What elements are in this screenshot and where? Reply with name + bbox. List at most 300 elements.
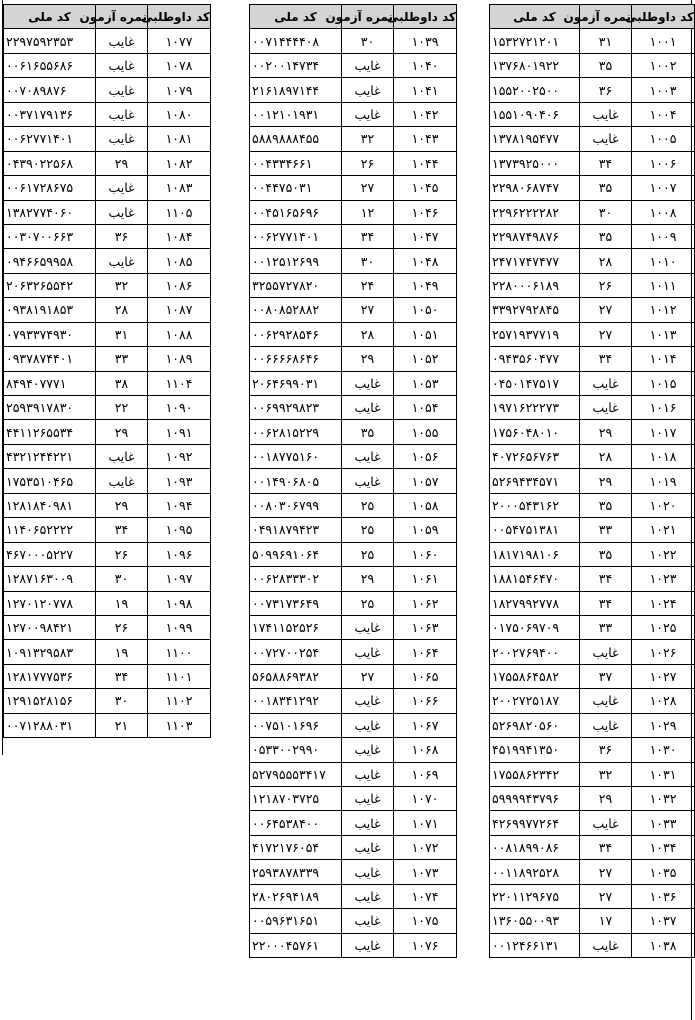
table-row xyxy=(4,542,211,566)
header-national-id: کد ملی xyxy=(250,5,342,29)
candidate-code-cell: ۱۱۰۴ xyxy=(148,371,211,395)
candidate-code-cell: ۱۰۱۳ xyxy=(632,322,695,346)
candidate-code-cell: ۱۰۴۴ xyxy=(394,151,457,175)
national-id-cell: ۱۸۸۱۵۴۶۴۷۰ xyxy=(490,567,580,591)
national-id-cell: ۳۲۵۵۷۲۷۸۲۰ xyxy=(250,273,342,297)
national-id-cell: ۵۲۶۹۸۲۰۵۶۰ xyxy=(490,713,580,737)
national-id-cell: ۲۰۰۰۵۴۳۱۶۲ xyxy=(490,493,580,517)
exam-score-cell: ۲۹ xyxy=(580,787,632,811)
candidate-code-cell: ۱۰۴۷ xyxy=(394,224,457,248)
national-id-cell: ۰۰۶۲۷۷۱۴۰۱ xyxy=(250,224,342,248)
table-row xyxy=(490,860,695,884)
candidate-code-cell: ۱۰۷۹ xyxy=(148,78,211,102)
table-row xyxy=(4,347,211,371)
candidate-code-cell: ۱۰۲۰ xyxy=(632,493,695,517)
header-candidate-code: کد داوطلبی xyxy=(394,5,457,29)
candidate-code-cell: ۱۰۰۹ xyxy=(632,224,695,248)
header-candidate-code: کد داوطلبی xyxy=(148,5,211,29)
table-row xyxy=(4,371,211,395)
national-id-cell: ۰۴۳۹۰۲۲۵۶۸ xyxy=(4,151,96,175)
exam-score-cell: ۳۴ xyxy=(580,151,632,175)
table-row xyxy=(490,615,695,639)
national-id-cell: ۲۰۶۴۶۹۹۰۳۱ xyxy=(250,371,342,395)
national-id-cell: ۲۵۹۳۸۷۸۳۳۹ xyxy=(250,860,342,884)
candidate-code-cell: ۱۰۱۵ xyxy=(632,371,695,395)
table-row xyxy=(250,78,457,102)
exam-score-cell: ۲۹ xyxy=(96,151,148,175)
exam-score-cell: ۲۹ xyxy=(96,493,148,517)
candidate-code-cell: ۱۰۶۹ xyxy=(394,762,457,786)
table-row xyxy=(490,713,695,737)
exam-score-cell: غایب xyxy=(96,29,148,53)
table-row xyxy=(490,151,695,175)
table-row xyxy=(250,200,457,224)
exam-score-cell: ۲۸ xyxy=(580,249,632,273)
exam-score-cell: ۲۹ xyxy=(342,347,394,371)
national-id-cell: ۵۹۹۹۹۴۳۷۹۶ xyxy=(490,787,580,811)
national-id-cell: ۰۰۷۵۱۰۱۶۹۶ xyxy=(250,713,342,737)
table-row xyxy=(250,176,457,200)
candidate-code-cell: ۱۰۷۲ xyxy=(394,835,457,859)
exam-score-cell: ۱۷ xyxy=(580,909,632,933)
table-row xyxy=(4,322,211,346)
candidate-code-cell: ۱۰۲۷ xyxy=(632,664,695,688)
national-id-cell: ۰۰۶۲۷۷۱۴۰۱ xyxy=(4,127,96,151)
table-row xyxy=(490,396,695,420)
candidate-code-cell: ۱۰۴۳ xyxy=(394,127,457,151)
table-row xyxy=(250,567,457,591)
candidate-code-cell: ۱۰۶۶ xyxy=(394,689,457,713)
national-id-cell: ۰۰۴۳۳۴۶۶۱ xyxy=(250,151,342,175)
table-row xyxy=(490,640,695,664)
candidate-code-cell: ۱۰۶۵ xyxy=(394,664,457,688)
candidate-code-cell: ۱۰۹۹ xyxy=(148,615,211,639)
candidate-code-cell: ۱۰۳۶ xyxy=(632,884,695,908)
header-row xyxy=(490,5,695,29)
table-row xyxy=(250,860,457,884)
exam-score-cell: غایب xyxy=(580,371,632,395)
candidate-code-cell: ۱۰۲۴ xyxy=(632,591,695,615)
national-id-cell: ۱۲۸۱۸۴۰۹۸۱ xyxy=(4,493,96,517)
candidate-code-cell: ۱۰۸۵ xyxy=(148,249,211,273)
candidate-code-cell: ۱۰۰۵ xyxy=(632,127,695,151)
national-id-cell: ۰۰۱۲۴۶۶۱۳۱ xyxy=(490,933,580,957)
table-row xyxy=(490,444,695,468)
exam-score-cell: غایب xyxy=(342,860,394,884)
table-row xyxy=(4,689,211,713)
table-row xyxy=(250,273,457,297)
table-row xyxy=(250,664,457,688)
table-row xyxy=(4,127,211,151)
table-row xyxy=(4,298,211,322)
header-row xyxy=(250,5,457,29)
exam-score-cell: غایب xyxy=(342,884,394,908)
national-id-cell: ۲۲۹۸۷۴۹۸۷۶ xyxy=(490,224,580,248)
national-id-cell: ۰۰۶۲۸۱۵۲۲۹ xyxy=(250,420,342,444)
table-row xyxy=(250,787,457,811)
table-row xyxy=(490,273,695,297)
national-id-cell: ۰۰۱۸۳۴۱۲۹۲ xyxy=(250,689,342,713)
candidate-code-cell: ۱۰۱۷ xyxy=(632,420,695,444)
candidate-code-cell: ۱۰۲۳ xyxy=(632,567,695,591)
national-id-cell: ۰۰۸۰۳۰۶۷۹۹ xyxy=(250,493,342,517)
candidate-code-cell: ۱۰۰۴ xyxy=(632,102,695,126)
table-row xyxy=(250,396,457,420)
table-row xyxy=(4,78,211,102)
table-row xyxy=(490,542,695,566)
national-id-cell: ۴۲۶۹۹۷۷۲۶۴ xyxy=(490,811,580,835)
national-id-cell: ۰۰۱۲۱۰۱۹۳۱ xyxy=(250,102,342,126)
table-row xyxy=(490,787,695,811)
national-id-cell: ۳۳۹۲۷۹۲۸۴۵ xyxy=(490,298,580,322)
candidate-code-cell: ۱۰۷۰ xyxy=(394,787,457,811)
exam-score-cell: ۳۸ xyxy=(96,371,148,395)
exam-score-cell: غایب xyxy=(342,78,394,102)
exam-score-cell: ۱۹ xyxy=(96,591,148,615)
candidate-code-cell: ۱۰۵۸ xyxy=(394,493,457,517)
national-id-cell: ۰۷۹۳۳۷۴۹۳۰ xyxy=(4,322,96,346)
table-row xyxy=(490,884,695,908)
candidate-code-cell: ۱۰۰۲ xyxy=(632,53,695,77)
national-id-cell: ۴۵۱۹۹۴۱۳۵۰ xyxy=(490,738,580,762)
table-row xyxy=(490,738,695,762)
national-id-cell: ۰۹۳۸۱۹۱۸۵۳ xyxy=(4,298,96,322)
exam-score-cell: غایب xyxy=(580,811,632,835)
candidate-code-cell: ۱۱۰۰ xyxy=(148,640,211,664)
exam-score-cell: ۲۶ xyxy=(96,615,148,639)
national-id-cell: ۰۹۴۳۵۶۰۴۷۷ xyxy=(490,347,580,371)
candidate-code-cell: ۱۰۹۳ xyxy=(148,469,211,493)
exam-score-cell: غایب xyxy=(96,127,148,151)
exam-score-cell: ۲۷ xyxy=(580,860,632,884)
national-id-cell: ۲۲۹۷۵۹۲۳۵۳ xyxy=(4,29,96,53)
table-row xyxy=(250,224,457,248)
candidate-code-cell: ۱۰۴۱ xyxy=(394,78,457,102)
national-id-cell: ۰۰۱۴۹۰۶۸۰۵ xyxy=(250,469,342,493)
candidate-code-cell: ۱۰۸۹ xyxy=(148,347,211,371)
exam-score-cell: غایب xyxy=(342,738,394,762)
exam-score-cell: ۳۵ xyxy=(580,542,632,566)
table-row xyxy=(250,542,457,566)
candidate-code-cell: ۱۰۹۴ xyxy=(148,493,211,517)
national-id-cell: ۵۰۹۹۶۹۱۰۶۴ xyxy=(250,542,342,566)
exam-score-cell: غایب xyxy=(96,249,148,273)
national-id-cell: ۴۱۷۲۱۷۶۰۵۴ xyxy=(250,835,342,859)
exam-score-cell: ۲۵ xyxy=(342,591,394,615)
table-row xyxy=(250,689,457,713)
exam-score-cell: ۳۰ xyxy=(342,249,394,273)
exam-score-cell: ۲۲ xyxy=(96,396,148,420)
exam-score-cell: غایب xyxy=(342,811,394,835)
exam-score-cell: ۳۲ xyxy=(96,273,148,297)
table-row xyxy=(4,102,211,126)
candidate-code-cell: ۱۰۹۷ xyxy=(148,567,211,591)
national-id-cell: ۱۲۸۷۱۶۳۰۰۹ xyxy=(4,567,96,591)
exam-score-cell: ۳۷ xyxy=(580,664,632,688)
table-row xyxy=(490,176,695,200)
candidate-code-cell: ۱۱۰۵ xyxy=(148,200,211,224)
national-id-cell: ۱۲۷۰۰۹۸۴۲۱ xyxy=(4,615,96,639)
exam-score-cell: غایب xyxy=(342,909,394,933)
national-id-cell: ۰۵۳۳۰۰۲۹۹۰ xyxy=(250,738,342,762)
table-row xyxy=(490,78,695,102)
table-row xyxy=(490,298,695,322)
table-row xyxy=(490,909,695,933)
table-row xyxy=(490,53,695,77)
national-id-cell: ۴۴۱۱۲۶۵۵۳۴ xyxy=(4,420,96,444)
exam-score-cell: غایب xyxy=(342,787,394,811)
national-id-cell: ۰۰۳۰۷۰۰۶۶۳ xyxy=(4,224,96,248)
candidate-code-cell: ۱۰۷۳ xyxy=(394,860,457,884)
national-id-cell: ۰۰۶۱۷۲۸۶۷۵ xyxy=(4,176,96,200)
national-id-cell: ۱۷۵۵۸۶۴۵۸۲ xyxy=(490,664,580,688)
national-id-cell: ۰۰۷۳۱۷۳۶۴۹ xyxy=(250,591,342,615)
national-id-cell: ۰۰۶۹۹۲۹۸۲۳ xyxy=(250,396,342,420)
national-id-cell: ۸۴۹۴۰۷۷۷۱ xyxy=(4,371,96,395)
exam-score-cell: غایب xyxy=(580,102,632,126)
national-id-cell: ۲۴۷۱۷۴۷۴۷۷ xyxy=(490,249,580,273)
candidate-code-cell: ۱۰۷۸ xyxy=(148,53,211,77)
candidate-code-cell: ۱۰۰۶ xyxy=(632,151,695,175)
table-row xyxy=(490,420,695,444)
candidate-code-cell: ۱۰۳۸ xyxy=(632,933,695,957)
exam-score-cell: ۲۵ xyxy=(342,493,394,517)
exam-score-cell: ۲۷ xyxy=(580,322,632,346)
candidate-code-cell: ۱۰۱۸ xyxy=(632,444,695,468)
national-id-cell: ۲۰۰۲۷۶۹۴۰۰ xyxy=(490,640,580,664)
exam-score-cell: غایب xyxy=(342,689,394,713)
national-id-cell: ۱۳۶۰۵۵۰۰۹۳ xyxy=(490,909,580,933)
exam-score-cell: ۲۸ xyxy=(580,444,632,468)
national-id-cell: ۱۹۷۱۶۲۲۲۷۳ xyxy=(490,396,580,420)
exam-score-cell: ۳۰ xyxy=(96,689,148,713)
candidate-code-cell: ۱۰۸۰ xyxy=(148,102,211,126)
national-id-cell: ۵۸۸۹۸۸۸۴۵۵ xyxy=(250,127,342,151)
candidate-code-cell: ۱۰۱۰ xyxy=(632,249,695,273)
table-row xyxy=(4,518,211,542)
table-row xyxy=(4,493,211,517)
table-row xyxy=(250,518,457,542)
national-id-cell: ۲۲۹۶۲۲۲۲۸۲ xyxy=(490,200,580,224)
exam-score-cell: غایب xyxy=(342,713,394,737)
table-row xyxy=(250,713,457,737)
exam-score-cell: غایب xyxy=(96,176,148,200)
national-id-cell: ۰۰۷۲۷۰۰۲۵۴ xyxy=(250,640,342,664)
candidate-code-cell: ۱۰۳۱ xyxy=(632,762,695,786)
table-row xyxy=(250,53,457,77)
table-row xyxy=(4,469,211,493)
national-id-cell: ۴۶۷۰۰۰۵۲۲۷ xyxy=(4,542,96,566)
exam-score-cell: غایب xyxy=(96,444,148,468)
national-id-cell: ۱۲۹۱۵۲۸۱۵۶ xyxy=(4,689,96,713)
exam-score-cell: ۲۴ xyxy=(342,273,394,297)
candidate-code-cell: ۱۰۷۶ xyxy=(394,933,457,957)
national-id-cell: ۴۰۷۲۶۵۶۷۶۳ xyxy=(490,444,580,468)
exam-score-cell: ۲۶ xyxy=(96,542,148,566)
national-id-cell: ۰۰۴۴۷۵۰۳۱ xyxy=(250,176,342,200)
exam-score-cell: ۳۴ xyxy=(96,664,148,688)
national-id-cell: ۰۰۱۱۸۹۲۵۲۸ xyxy=(490,860,580,884)
table-row xyxy=(250,835,457,859)
national-id-cell: ۲۰۶۳۲۶۵۵۴۲ xyxy=(4,273,96,297)
exam-score-cell: ۲۶ xyxy=(580,273,632,297)
national-id-cell: ۱۵۳۲۷۲۱۲۰۱ xyxy=(490,29,580,53)
table-row xyxy=(250,151,457,175)
exam-score-cell: ۲۹ xyxy=(96,420,148,444)
table-row xyxy=(490,518,695,542)
exam-score-cell: غایب xyxy=(342,615,394,639)
table-row xyxy=(250,591,457,615)
exam-score-cell: ۳۴ xyxy=(580,835,632,859)
candidate-code-cell: ۱۰۸۶ xyxy=(148,273,211,297)
table-row xyxy=(490,127,695,151)
exam-score-cell: غایب xyxy=(342,933,394,957)
header-national-id: کد ملی xyxy=(490,5,580,29)
candidate-code-cell: ۱۰۳۰ xyxy=(632,738,695,762)
national-id-cell: ۵۶۵۸۸۶۹۳۸۲ xyxy=(250,664,342,688)
candidate-code-cell: ۱۰۵۲ xyxy=(394,347,457,371)
exam-score-cell: ۳۴ xyxy=(342,224,394,248)
header-exam-score: نمره آزمون xyxy=(342,5,394,29)
national-id-cell: ۰۹۳۷۸۷۴۴۰۱ xyxy=(4,347,96,371)
exam-score-cell: ۳۴ xyxy=(580,567,632,591)
candidate-code-cell: ۱۰۳۴ xyxy=(632,835,695,859)
table-row xyxy=(490,224,695,248)
exam-score-cell: ۲۹ xyxy=(580,469,632,493)
table-row xyxy=(250,762,457,786)
exam-score-cell: ۳۶ xyxy=(580,738,632,762)
exam-score-cell: ۳۱ xyxy=(96,322,148,346)
candidate-code-cell: ۱۰۰۳ xyxy=(632,78,695,102)
header-exam-score: نمره آزمون xyxy=(580,5,632,29)
national-id-cell: ۱۸۲۷۹۹۲۷۷۸ xyxy=(490,591,580,615)
national-id-cell: ۰۰۶۲۸۳۳۳۰۲ xyxy=(250,567,342,591)
candidate-code-cell: ۱۰۵۰ xyxy=(394,298,457,322)
exam-score-cell: ۳۰ xyxy=(96,567,148,591)
results-table xyxy=(3,4,211,738)
national-id-cell: ۱۷۵۳۵۱۰۴۶۵ xyxy=(4,469,96,493)
table-row xyxy=(4,29,211,53)
exam-score-cell: ۳۴ xyxy=(580,591,632,615)
candidate-code-cell: ۱۰۳۷ xyxy=(632,909,695,933)
table-row xyxy=(250,127,457,151)
candidate-code-cell: ۱۰۶۷ xyxy=(394,713,457,737)
national-id-cell: ۱۵۵۱۰۹۰۴۰۶ xyxy=(490,102,580,126)
candidate-code-cell: ۱۰۱۹ xyxy=(632,469,695,493)
results-table xyxy=(489,4,695,958)
national-id-cell: ۰۰۴۵۱۶۵۶۹۶ xyxy=(250,200,342,224)
table-row xyxy=(250,884,457,908)
exam-score-cell: ۳۲ xyxy=(342,127,394,151)
national-id-cell: ۰۴۵۰۱۴۷۵۱۷ xyxy=(490,371,580,395)
exam-score-cell: ۲۹ xyxy=(342,567,394,591)
exam-score-cell: غایب xyxy=(342,835,394,859)
exam-score-cell: ۳۵ xyxy=(580,493,632,517)
table-row xyxy=(250,469,457,493)
national-id-cell: ۱۳۷۸۱۹۵۴۷۷ xyxy=(490,127,580,151)
exam-score-cell: ۲۹ xyxy=(580,420,632,444)
table-row xyxy=(4,713,211,737)
candidate-code-cell: ۱۰۴۲ xyxy=(394,102,457,126)
table-row xyxy=(4,273,211,297)
table-row xyxy=(250,493,457,517)
table-row xyxy=(250,29,457,53)
table-row xyxy=(4,249,211,273)
exam-score-cell: ۲۷ xyxy=(580,298,632,322)
exam-score-cell: ۳۰ xyxy=(580,200,632,224)
national-id-cell: ۲۲۰۱۱۲۹۶۷۵ xyxy=(490,884,580,908)
exam-score-cell: ۲۷ xyxy=(342,664,394,688)
candidate-code-cell: ۱۰۱۲ xyxy=(632,298,695,322)
table-row xyxy=(4,53,211,77)
exam-score-cell: غایب xyxy=(580,127,632,151)
national-id-cell: ۱۷۴۱۱۵۲۵۲۶ xyxy=(250,615,342,639)
candidate-code-cell: ۱۰۴۵ xyxy=(394,176,457,200)
candidate-code-cell: ۱۰۴۶ xyxy=(394,200,457,224)
table-row xyxy=(4,151,211,175)
table-row xyxy=(490,347,695,371)
table-row xyxy=(250,933,457,957)
exam-score-cell: ۱۲ xyxy=(342,200,394,224)
national-id-cell: ۱۳۸۲۷۷۴۰۶۰ xyxy=(4,200,96,224)
candidate-code-cell: ۱۰۶۳ xyxy=(394,615,457,639)
table-row xyxy=(4,224,211,248)
national-id-cell: ۰۰۷۱۴۴۴۴۰۸ xyxy=(250,29,342,53)
exam-score-cell: غایب xyxy=(96,78,148,102)
table-row xyxy=(250,347,457,371)
candidate-code-cell: ۱۰۰۷ xyxy=(632,176,695,200)
exam-score-cell: ۳۵ xyxy=(580,53,632,77)
exam-score-cell: غایب xyxy=(342,444,394,468)
exam-score-cell: غایب xyxy=(342,371,394,395)
exam-score-cell: غایب xyxy=(342,469,394,493)
candidate-code-cell: ۱۰۴۹ xyxy=(394,273,457,297)
national-id-cell: ۱۲۱۸۷۰۳۷۲۵ xyxy=(250,787,342,811)
national-id-cell: ۰۰۱۸۷۷۵۱۶۰ xyxy=(250,444,342,468)
exam-score-cell: غایب xyxy=(342,53,394,77)
table-row xyxy=(490,689,695,713)
candidate-code-cell: ۱۰۹۸ xyxy=(148,591,211,615)
national-id-cell: ۲۸۰۲۶۹۴۱۸۹ xyxy=(250,884,342,908)
national-id-cell: ۱۵۵۲۰۰۲۵۰۰ xyxy=(490,78,580,102)
national-id-cell: ۰۰۶۲۹۲۸۵۴۶ xyxy=(250,322,342,346)
exam-score-cell: ۳۳ xyxy=(580,615,632,639)
candidate-code-cell: ۱۰۵۶ xyxy=(394,444,457,468)
table-row xyxy=(250,738,457,762)
national-id-cell: ۵۲۷۹۵۵۵۳۴۱۷ xyxy=(250,762,342,786)
candidate-code-cell: ۱۰۵۵ xyxy=(394,420,457,444)
table-row xyxy=(250,102,457,126)
national-id-cell: ۲۲۹۸۰۶۸۷۴۷ xyxy=(490,176,580,200)
candidate-code-cell: ۱۰۶۴ xyxy=(394,640,457,664)
exam-score-cell: ۲۷ xyxy=(342,176,394,200)
national-id-cell: ۰۰۸۰۸۵۲۸۸۲ xyxy=(250,298,342,322)
candidate-code-cell: ۱۰۰۸ xyxy=(632,200,695,224)
exam-score-cell: ۳۵ xyxy=(580,176,632,200)
candidate-code-cell: ۱۰۱۴ xyxy=(632,347,695,371)
national-id-cell: ۰۰۱۲۵۱۲۶۹۹ xyxy=(250,249,342,273)
candidate-code-cell: ۱۱۰۱ xyxy=(148,664,211,688)
candidate-code-cell: ۱۰۷۴ xyxy=(394,884,457,908)
table-row xyxy=(250,444,457,468)
table-row xyxy=(4,664,211,688)
exam-score-cell: غایب xyxy=(96,53,148,77)
candidate-code-cell: ۱۱۰۲ xyxy=(148,689,211,713)
candidate-code-cell: ۱۰۵۴ xyxy=(394,396,457,420)
candidate-code-cell: ۱۰۸۴ xyxy=(148,224,211,248)
candidate-code-cell: ۱۰۶۱ xyxy=(394,567,457,591)
table-row xyxy=(4,420,211,444)
